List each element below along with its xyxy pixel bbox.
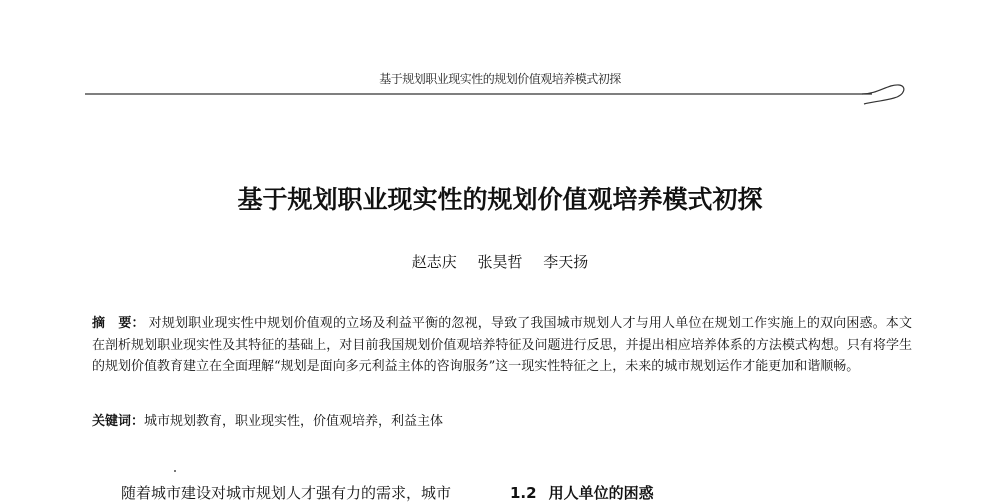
author-list — [0, 251, 1000, 272]
keywords-label: 关键词： — [92, 414, 145, 429]
scan-speck — [174, 470, 176, 472]
keywords-text: 城市规划教育，职业现实性，价值观培养，利益主体 — [144, 414, 444, 429]
body-text-left: 随着城市建设对城市规划人才强有力的需求，城市 — [121, 484, 452, 502]
header-rule — [0, 80, 1000, 110]
abstract-label: 摘 要： — [92, 316, 145, 331]
section-number: 1.2 — [510, 484, 537, 502]
section-title: 用人单位的困惑 — [548, 484, 654, 502]
author-name: 赵志庆 — [411, 253, 457, 271]
running-header: 基于规划职业现实性的规划价值观培养模式初探 — [379, 72, 621, 86]
abstract — [92, 313, 912, 378]
keywords — [92, 412, 912, 432]
author-name: 李天扬 — [543, 253, 589, 271]
author-name: 张昊哲 — [477, 253, 523, 271]
paper-title: 基于规划职业现实性的规划价值观培养模式初探 — [237, 185, 763, 214]
abstract-text: 对规划职业现实性中规划价值观的立场及利益平衡的忽视，导致了我国城市规划人才与用人单位在规划工作实施上的双向困惑。本文在剖析规划职业现实性及其特征的基础上，对目前我国规划价值观培养特征及问题进行反思，并提出相应培养体系的方法模式构想。只有将学生的规划价值教育建立在全面理解“规划是面向多元利益主体的咨询服务”这一现实性特征之上，未来的城市规划运作才能更加和谐顺畅。 — [92, 316, 912, 374]
